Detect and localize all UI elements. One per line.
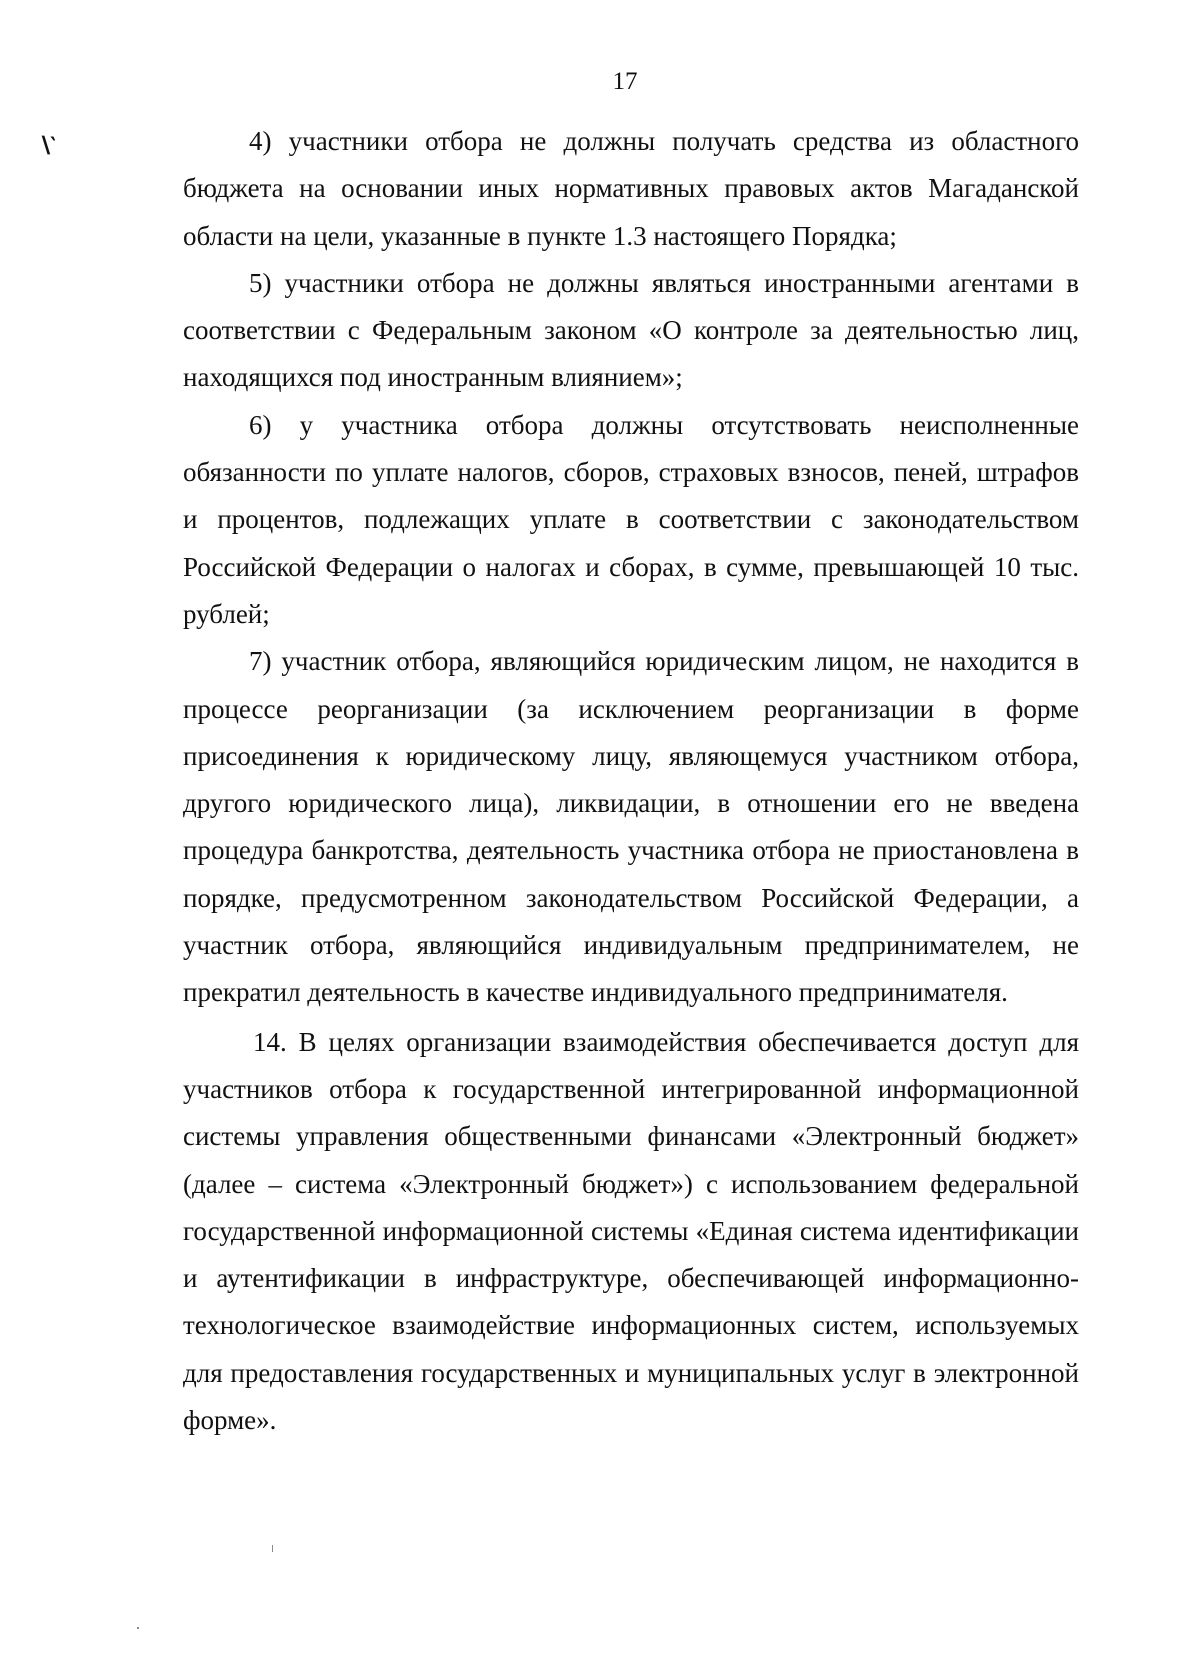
paragraph-item-7: 7) участник отбора, являющийся юридическим лицом, не находится в процессе реорганизации (за исключением реорганизации в форме присоединения к юридическому лицу, являющемуся участником отбора, другого юридического лица), ликвидации, в отношении его не введена процедура банкротства, деятельность участника отбора не приостановлена в порядке, предусмотренном законодательством Российской Федерации, а участник отбора, являющийся индивидуальным предпринимателем, не прекратил деятельность в качестве индивидуального предпринимателя. [183,646,1079,1008]
scan-speck [272,1545,273,1552]
paragraph-item-6: 6) у участника отбора должны отсутствовать неисполненные обязанности по уплате налогов, сборов, страховых взносов, пеней, штрафов и процентов, подлежащих уплате в соответствии с законодательством Российской Федерации о налогах и сборах, в сумме, превышающей 10 тыс. рублей; [183,409,1079,629]
margin-mark: ∖‵ [38,133,54,158]
document-body [183,118,1079,1444]
scan-speck [137,1627,139,1629]
paragraph-section-14: 14. В целях организации взаимодействия обеспечивается доступ для участников отбора к государственной интегрированной информационной системы управления общественными финансами «Электронный бюджет» (далее – система «Электронный бюджет») с использованием федеральной государственной информационной системы «Единая система идентификации и аутентификации в инфраструктуре, обеспечивающей информационно-технологическое взаимодействие информационных систем, используемых для предоставления государственных и муниципальных услуг в электронной форме». [183,1026,1079,1436]
paragraph-item-4: 4) участники отбора не должны получать средства из областного бюджета на основании иных нормативных правовых актов Магаданской области на цели, указанные в пункте 1.3 настоящего Порядка; [183,126,1079,251]
page-number: 17 [612,68,638,95]
paragraph-item-5: 5) участники отбора не должны являться иностранными агентами в соответствии с Федеральным законом «О контроле за деятельностью лиц, находящихся под иностранным влиянием»; [183,267,1079,393]
